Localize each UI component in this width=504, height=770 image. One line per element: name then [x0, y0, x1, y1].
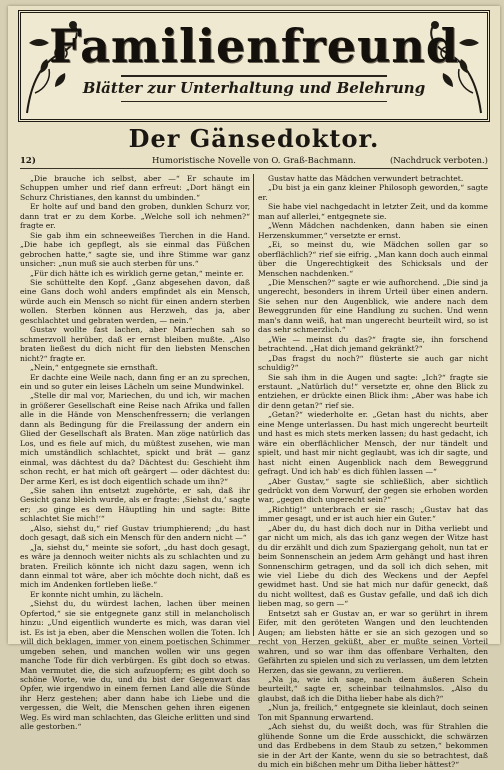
- paragraph: Gustav hatte das Mädchen verwundert betrachtet.: [268, 174, 464, 183]
- paragraph: Gustav wollte fast lachen, aber Mariechen sah so schmerzvoll herüber, daß er ernst bleiben mußte. „Also braten ließest du dich nicht für den liebsten Menschen nicht?“ fragte er.: [20, 325, 250, 363]
- paragraph: „Ach siehst du, du weißt doch, was für Strahlen die glühende Sonne um die Erde ausschickt, die schwärzen und das Erdbebens in dem Staub zu setzen,“ bekommen sie in der Art der Kante, wenn du sie so betrachtest, daß du mich ein bißchen mehr um Ditha lieber hättest?“: [258, 722, 488, 770]
- paragraph: „Na ja, wie ich sage, nach dem äußeren Schein beurteilt,“ sagte er, scheinbar teilnahmslos. „Also du glaubst, daß ich die Ditha lieber habe als dich?“: [258, 675, 488, 703]
- paragraph: „Das fragst du noch?“ flüsterte sie auch gar nicht schuldig?“: [258, 353, 488, 373]
- paragraph: „Nein,“ entgegnete sie ernsthaft.: [30, 363, 158, 373]
- rights-notice: (Nachdruck verboten.): [389, 156, 488, 166]
- paragraph: „Die brauche ich selbst, aber —“ Er schaute im Schuppen umher und rief dann erfreut: „Dort hängt ein Schurz Christianes, den kannst du umbinden.“: [20, 174, 250, 202]
- paragraph: „Nun ja, freilich,“ entgegnete sie kleinlaut, doch seinen Ton mit Spannung erwartend.: [258, 703, 488, 722]
- paragraph: „Die Menschen?“ sagte er wie aufhorchend. „Die sind ja ungerecht, besonders in ihrem Urteil über einen andern. Sie sehen nur den Augenblick, wie andere nach dem Beweggrunden für eine Handlung zu suchen. Und wenn man's dann weiß, hat man ungerecht beurteilt wird, so ist das sehr schmerzlich.“: [258, 277, 488, 335]
- paragraph: Sie sah ihm in die Augen und sagte: „Ich?“ fragte sie erstaunt. „Natürlich du!“ versetzte er, ohne den Blick zu entziehen, er drückte einen Blick ihm: „Aber was habe ich dir denn getan?“ rief sie.: [258, 372, 488, 410]
- paragraph: „Für dich hätte ich es wirklich gerne getan,“ meinte er.: [30, 268, 244, 278]
- paragraph: „Aber Gustav,“ sagte sie schließlich, aber sichtlich gedrückt von dem Vorwurf, der gegen sie erhoben worden war, „gegen dich ungerecht sein?“: [258, 476, 488, 505]
- page-number: 12): [20, 156, 36, 166]
- paragraph: „Ja, siehst du,“ meinte sie sofort, „du hast doch gesagt, es wäre ja dennoch weiter nichts als zu schlachten und zu braten. Freilich könnte ich nicht dazu sagen, wenn ich dann einmal tot wäre, aber ich möchte doch nicht, daß es mich im Andenken fortleben ließe.“: [20, 542, 250, 590]
- masthead: [18, 10, 490, 122]
- paragraph: „Stelle dir mal vor, Mariechen, du und ich, wir machen in größerer Gesellschaft eine Reise nach Afrika und fallen alle in die Hände von Menschenfressern; die verlangen dann als Bedingung für die Freilassung der andern ein Glied der Gesellschaft als Braten. Man zöge natürlich das Los, und es fiele auf mich, du müßtest zusehen, wie man mich umständlich schlachtet, spickt und brät — ganz einmal, was dächtest du da? Dächtest du: Geschieht ihm schon recht, er hat mich oft geärgert — oder dächtest du: Der arme Kerl, es ist doch eigentlich schade um ihn?“: [20, 391, 250, 486]
- paragraph: Er holte auf und band den groben, dunklen Schurz vor, dann trat er zu dem Korbe. „Welche soll ich nehmen?“ fragte er.: [20, 202, 250, 231]
- paragraph: Sie schüttelte den Kopf. „Ganz abgesehen davon, daß eine Gans doch wohl anders empfindet als ein Mensch, würde auch ein Mensch so nicht für einen andern sterben wollen. Sterben können aus Herzweh, das ja, aber geschlachtet und gebraten werden, — nein.“: [20, 277, 250, 325]
- byline-author: Humoristische Novelle von O. Graß-Bachmann.: [152, 156, 356, 166]
- text-column-right: [258, 174, 488, 770]
- paragraph: Sie gab ihm ein schneeweißes Tierchen in die Hand. „Die habe ich gepflegt, als sie einmal das Füßchen gebrochen hatte,“ sagte sie, und ihre Stimme war ganz unsicher: „nun muß sie auch sterben für uns.“: [20, 230, 250, 269]
- column-divider: [253, 174, 254, 636]
- paragraph: „Du bist ja ein ganz kleiner Philosoph geworden,“ sagte er.: [258, 183, 488, 202]
- paragraph: Entsetzt sah er Gustav an, er war so gerührt in ihrem Eifer, mit den geröteten Wangen und den leuchtenden Augen; am liebsten hätte er sie an sich gezogen und so recht von Herzen geküßt, aber er mußte seinen Vorteil wahren, und so war ihm das offenbare Verhalten, den Gefährten zu spielen und sich zu verlassen, um dem letzten Herzen, das sie gewann, zu verlieren.: [258, 608, 488, 675]
- paragraph: Sie habe viel nachgedacht in letzter Zeit, und da komme man auf allerlei,“ entgegnete sie.: [258, 202, 488, 221]
- paragraph: „Wenn Mädchen nachdenken, dann haben sie einen Herzenskummer,“ versetzte er ernst.: [258, 221, 488, 240]
- paragraph: „Aber du, du hast dich doch nur in Ditha verliebt und gar nicht um mich, als das ich ganz wegen der Witze hast du dir erzählt und dich zum Spaziergang geholt, nun tat er beim Sonnenschein an jedem Arm gehängt und hast ihren Sonnenschirm getragen, und da soll ich dich sehen, mit wie viel Liebe du dich des Weckens und der Aepfel gewidmet hast. Und sie hat mich nur dafür geneckt, daß du nicht wolltest, daß es Gustav gefalle, und daß ich dich lieben mag, so gern —“: [258, 523, 488, 609]
- paragraph: „Sie sahen ihn entsetzt zugehörte, er sah, daß ihr Gesicht ganz bleich wurde, als er fragte: ‚Siehst du,‘ sagte er; ‚so ginge es dem Häuptling hin und sagte: Bitte schlachtet Sie mich!‘“: [20, 485, 250, 524]
- article-byline-row: [20, 154, 488, 169]
- newspaper-page: [8, 6, 500, 770]
- article-title: Der Gänsedoktor.: [128, 124, 380, 153]
- paragraph: „Richtig!“ unterbrach er sie rasch; „Gustav hat das immer gesagt, und er ist auch hier ein Guter.“: [258, 504, 488, 524]
- paragraph: „Siehst du, du würdest lachen, lachen über meinen Opfertod,“ sie sie entgegnete ganz still in melancholisch hinzu: „Und eigentlich wunderte es mich, was daran viel ist. Es ist ja eben, aber die Menschen wollen die Toten. Ich will dich beklagen, immer von einem poetischen Schimmer umgeben sehen, und manchen wollen wir uns gegen manche Tode für dich verbürgen. Es gibt doch so etwas. Man vermutet die, die sich aufzuopfern; es gibt doch so schöne Worte, wie du, und du bist der Gegenwart das Opfer, wie irgendwo in einem fernen Land alle die Sünde ihr Herz gestehen; aber dann habe ich Liebe und die vergessen, die Welt, die Menschen gehen ihren eigenen Weg. Es wird man schlachten, das Gleiche erlitten und sind alle gestorben.“: [20, 599, 250, 732]
- paragraph: „Ei, so meinst du, wie Mädchen sollen gar so oberflächlich?“ rief sie eifrig. „Man kann doch auch einmal über die Ungerechtigkeit des Schicksals und der Menschen nachdenken.“: [258, 240, 488, 278]
- paragraph: „Also, siehst du,“ rief Gustav triumphierend; „du hast doch gesagt, daß sich ein Mensch für den andern nicht —“: [20, 523, 250, 543]
- paragraph: Er dachte eine Weile nach, dann fing er an zu sprechen, ein und so guter ein leises Lächeln um seine Mundwinkel.: [20, 372, 250, 391]
- paragraph: „Getan?“ wiederholte er. „Getan hast du nichts, aber eine Menge unterlassen. Du hast mich ungerecht beurteilt und hast es mich stets merken lassen; du hast gedacht, ich wäre ein oberflächlicher Mensch, der nur tändelt und spielt, und hast mir nicht geglaubt, was ich dir sagte, und hast nicht einen Augenblick nach dem Beweggrund gefragt. Und ich hab' es dich fühlen lassen —“: [258, 410, 488, 477]
- paragraph: Er konnte nicht umhin, zu lächeln.: [30, 589, 164, 599]
- masthead-subtitle: Blätter zur Unterhaltung und Belehrung: [82, 79, 426, 97]
- masthead-rule-lower: [121, 101, 387, 102]
- masthead-rule: [121, 75, 387, 77]
- paragraph: „Wie — meinst du das?“ fragte sie, ihn forschend betrachtend. „Hat dich jemand gekränkt?“: [258, 334, 488, 354]
- text-column-left: [20, 174, 250, 732]
- masthead-title: Familienfreund: [48, 19, 460, 73]
